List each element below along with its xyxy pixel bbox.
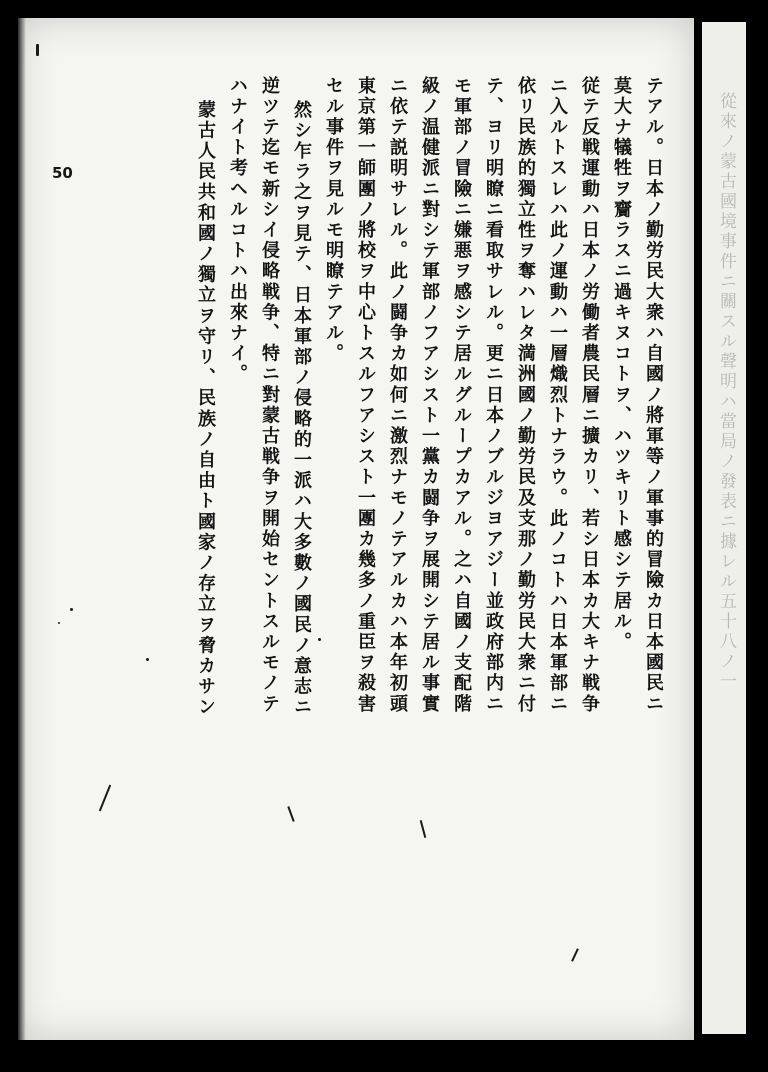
ink-stroke	[571, 948, 579, 962]
text-column: ニ依テ説明サレル。此ノ闘争カ如何ニ激烈ナモノテアルカハ本年初頭	[387, 76, 408, 715]
text-column: セル事件ヲ見ルモ明瞭テアル。	[323, 76, 344, 365]
text-column: テアル。日本ノ勤労民大衆ハ自國ノ將軍等ノ軍事的冒險カ日本國民ニ	[643, 76, 664, 715]
text-column: 東京第一師團ノ將校ヲ中心トスルフアシスト一團カ幾多ノ重臣ヲ殺害	[355, 76, 376, 715]
adjacent-page-edge	[702, 22, 746, 1034]
text-column: テ、ヨリ明瞭ニ看取サレル。更ニ日本ノブルジヨアジー並政府部内ニ	[483, 76, 504, 715]
text-column: ニ入ルトスレハ此ノ運動ハ一層熾烈トナラウ。此ノコトハ日本軍部ニ	[547, 76, 568, 715]
text-column: 蒙古人民共和國ノ獨立ヲ守リ、民族ノ自由ト國家ノ存立ヲ脅カサン	[195, 100, 216, 718]
text-column: 依リ民族的獨立性ヲ奪ハレタ満洲國ノ勤労民及支那ノ勤労民大衆ニ付	[515, 76, 536, 715]
ink-speck	[36, 44, 39, 56]
ink-speck	[70, 608, 73, 611]
ink-stroke	[287, 806, 294, 822]
text-column: 逆ツテ迄モ新シイ侵略戦争、特ニ對蒙古戦争ヲ開始セントスルモノテ	[259, 76, 280, 715]
ink-speck	[58, 622, 60, 624]
text-column: モ軍部ノ冒險ニ嫌悪ヲ感シテ居ルグループカアル。之ハ自國ノ支配階	[451, 76, 472, 715]
ink-speck	[146, 658, 149, 661]
ink-stroke	[420, 820, 427, 838]
page-number: 50	[52, 164, 73, 182]
ink-stroke	[99, 785, 111, 812]
bleed-through-text: 從來ノ蒙古國境事件ニ關スル聲明ハ當局ノ發表ニ據レル五十八ノ一	[716, 92, 736, 692]
text-column: 莫大ナ犠牲ヲ齎ラスニ過キヌコトヲ、ハツキリト感シテ居ル。	[611, 76, 632, 653]
text-column: 然シ乍ラ之ヲ見テ、日本軍部ノ侵略的一派ハ大多數ノ國民ノ意志ニ	[291, 100, 312, 718]
text-column: ハナイト考ヘルコトハ出來ナイ。	[227, 76, 248, 385]
ink-speck	[318, 638, 321, 641]
text-column: 従テ反戦運動ハ日本ノ労働者農民層ニ擴カリ、若シ日本カ大キナ戦争	[579, 76, 600, 715]
document-page	[18, 18, 694, 1040]
text-column: 級ノ温健派ニ對シテ軍部ノフアシスト一黨カ闘争ヲ展開シテ居ル事實	[419, 76, 440, 715]
